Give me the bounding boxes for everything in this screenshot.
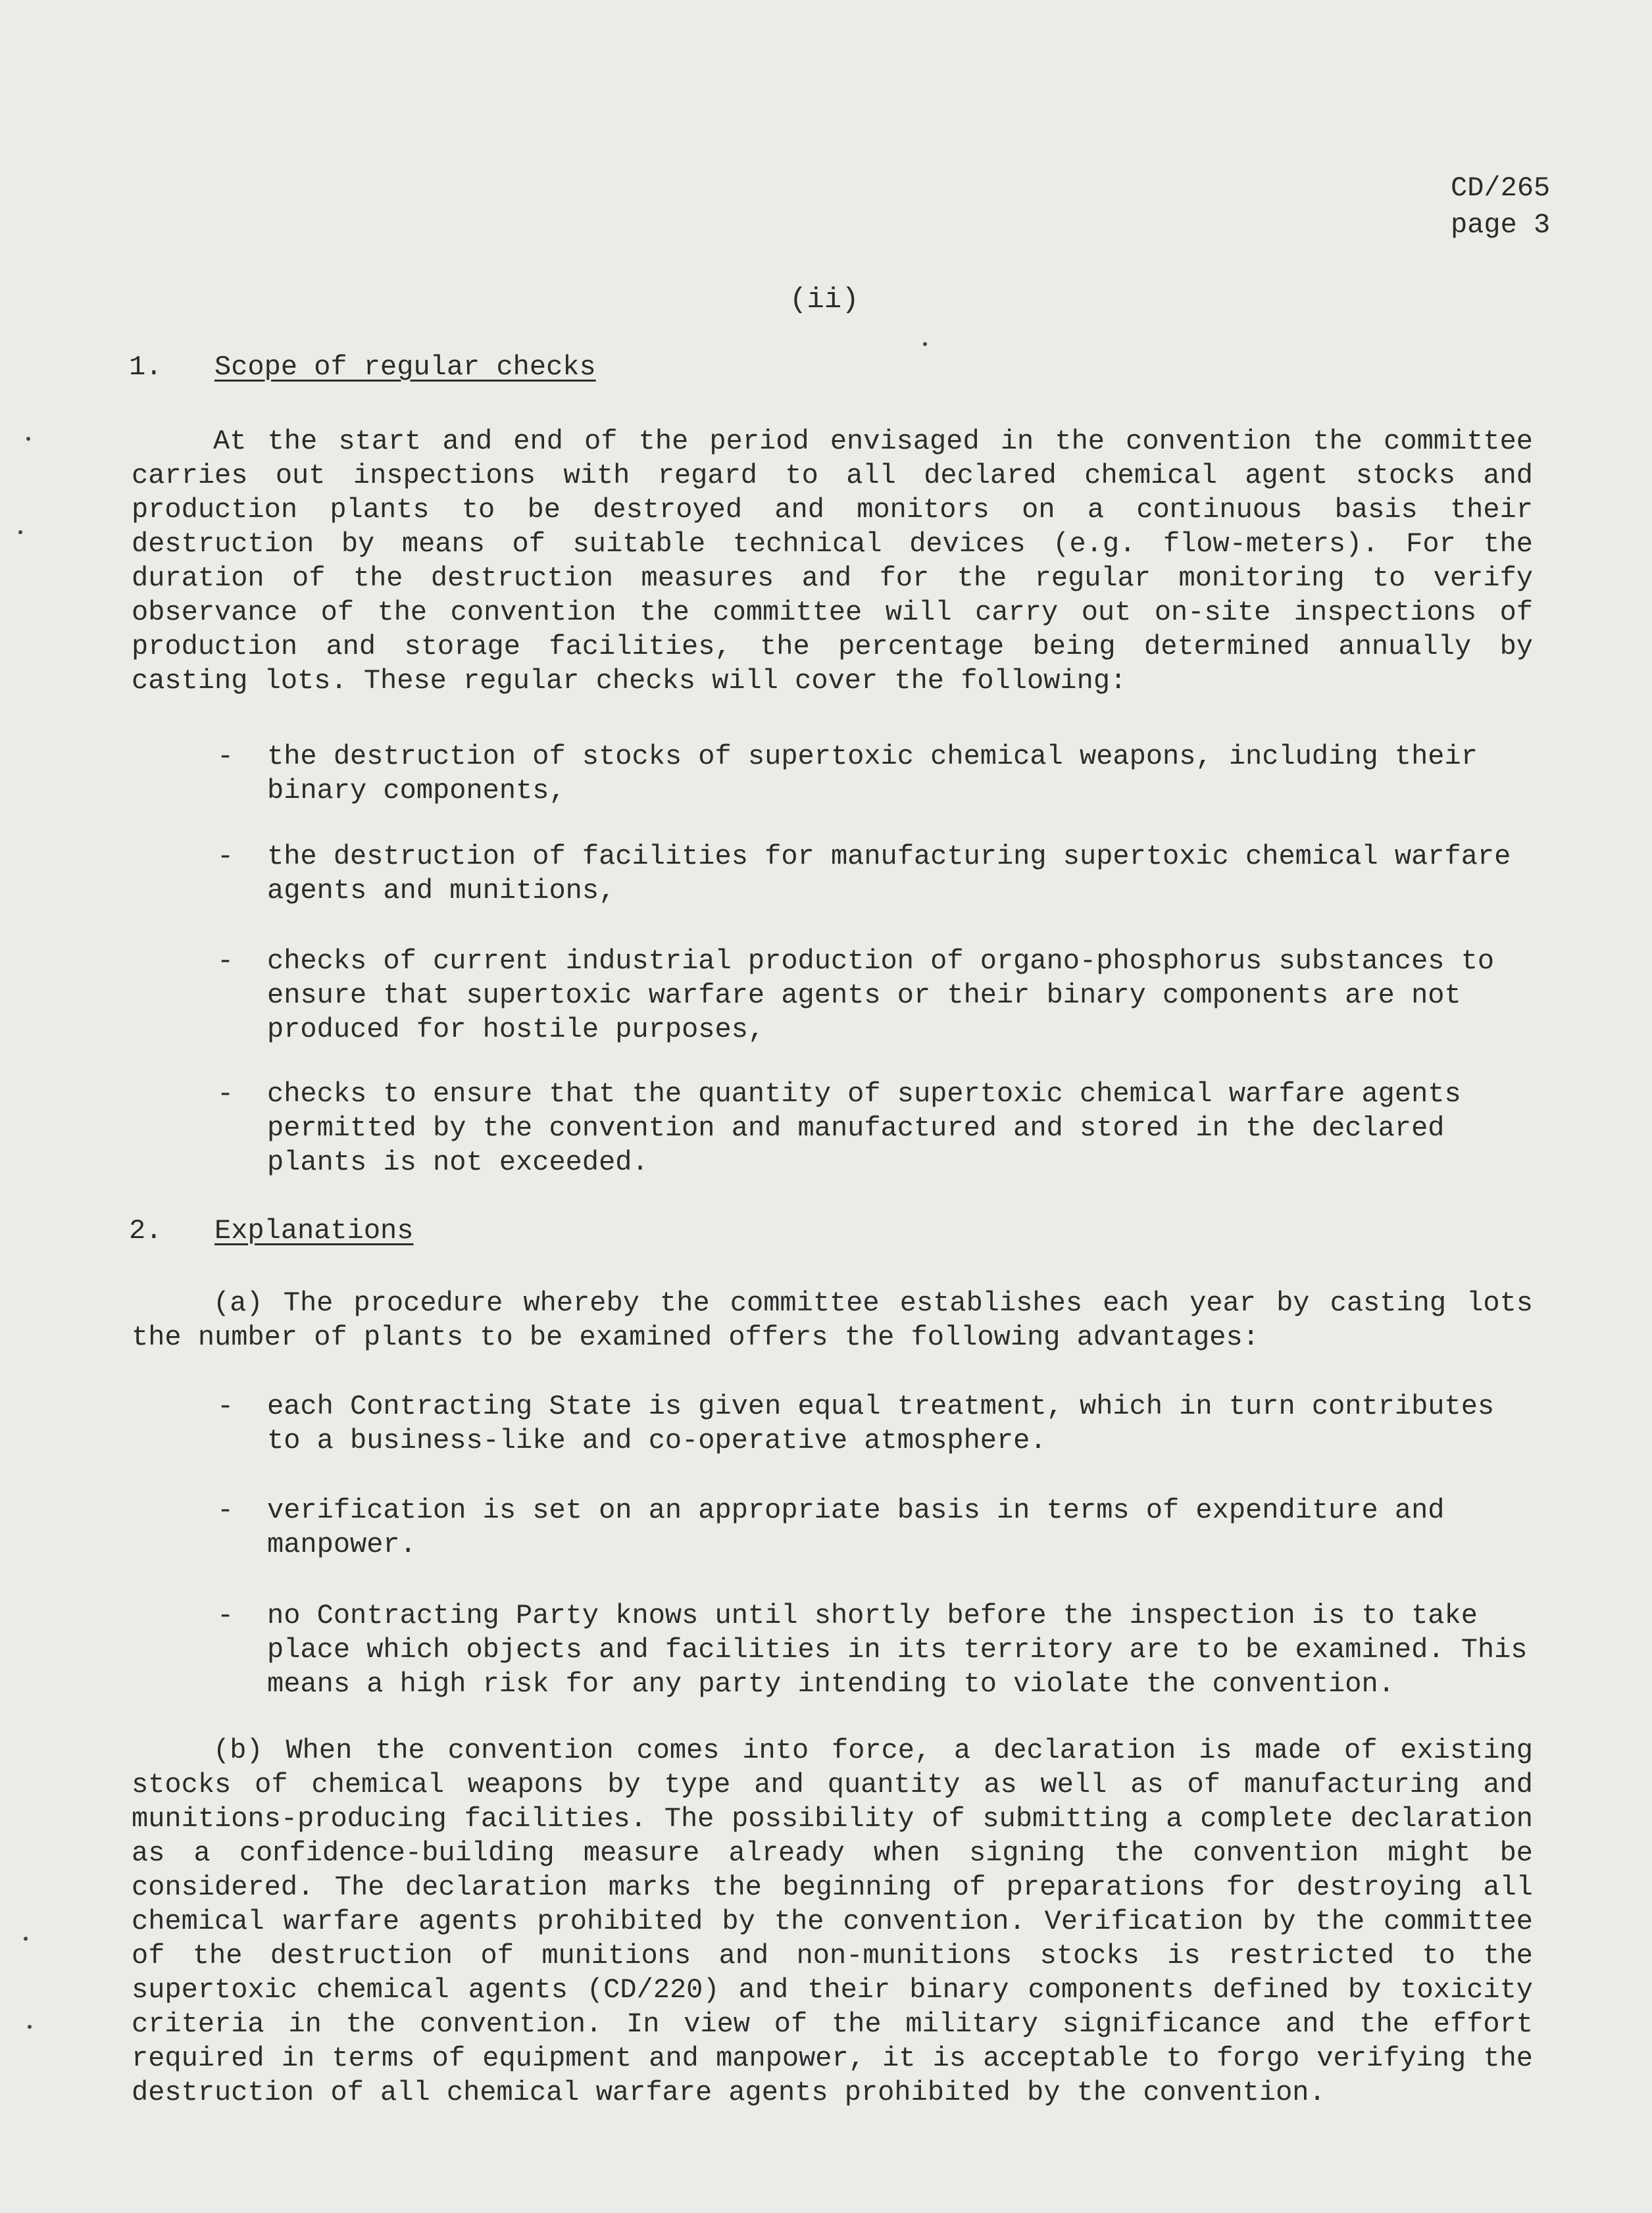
section-2-number: 2.	[129, 1215, 163, 1247]
section-1-heading	[129, 350, 596, 384]
section-1-number: 1.	[129, 351, 163, 383]
scan-speck	[18, 530, 22, 534]
document-reference	[1451, 170, 1550, 243]
paragraph-a: (a) The procedure whereby the committee establishes each year by casting lots the number of plants to be examined offers the following advantages:	[132, 1287, 1533, 1353]
list-item-text: no Contracting Party knows until shortly before the inspection is to take place which objects and facilities in its territory are to be examined. This means a high risk for any party intending to violate the convention.	[267, 1600, 1528, 1700]
section-mark: (ii)	[789, 284, 859, 316]
doc-ref-code: CD/265	[1451, 172, 1551, 204]
list-item	[217, 739, 1539, 808]
list-item	[217, 1389, 1539, 1458]
scan-speck	[923, 342, 927, 346]
page-number: page 3	[1451, 209, 1551, 241]
list-item-text: checks to ensure that the quantity of supertoxic chemical warfare agents permitted by the convention and manufactured and stored in the declared plants is not exceeded.	[267, 1078, 1461, 1178]
section-1-title: Scope of regular checks	[214, 351, 596, 383]
dash-bullet: -	[217, 1078, 234, 1110]
list-item	[217, 1599, 1539, 1701]
list-item	[217, 944, 1539, 1047]
list-item	[217, 1493, 1539, 1562]
list-item-text: the destruction of stocks of supertoxic chemical weapons, including their binary components,	[267, 741, 1478, 807]
section-1-intro: At the start and end of the period envisaged in the convention the committee carries out inspections with regard to all declared chemical agent stocks and production plants to be destroyed and monitors on a continuous basis their destruction by means of suitable technical devices (e.g. flow-meters). For the duration of the destruction measures and for the regular monitoring to verify observance of the convention the committee will carry out on-site inspections of production and storage facilities, the percentage being determined annually by casting lots. These regular checks will cover the following:	[132, 426, 1533, 697]
dash-bullet: -	[217, 1600, 234, 1631]
dash-bullet: -	[217, 1495, 234, 1526]
list-item-text: checks of current industrial production of organo-phosphorus substances to ensure that supertoxic warfare agents or their binary components are not produced for hostile purposes,	[267, 945, 1495, 1045]
dash-bullet: -	[217, 1391, 234, 1422]
section-2-heading	[129, 1214, 413, 1248]
list-item-text: verification is set on an appropriate basis in terms of expenditure and manpower.	[267, 1495, 1445, 1560]
list-item-text: the destruction of facilities for manufacturing supertoxic chemical warfare agents and munitions,	[267, 841, 1511, 907]
scan-speck	[28, 2025, 32, 2029]
dash-bullet: -	[217, 841, 234, 872]
section-2-title: Explanations	[214, 1215, 414, 1247]
dash-bullet: -	[217, 945, 234, 977]
list-item	[217, 839, 1539, 908]
dash-bullet: -	[217, 741, 234, 772]
scan-speck	[24, 1937, 28, 1941]
paragraph-b: (b) When the convention comes into force, a declaration is made of existing stocks of chemical weapons by type and quantity as well as of manufacturing and munitions-producing facilities. The possibility of submitting a complete declaration as a confidence-building measure already when signing the convention might be considered. The declaration marks the beginning of preparations for destroying all chemical warfare agents prohibited by the convention. Verification by the committee of the destruction of munitions and non-munitions stocks is restricted to the supertoxic chemical agents (CD/220) and their binary components defined by toxicity criteria in the convention. In view of the military significance and the effort required in terms of equipment and manpower, it is acceptable to forgo verifying the destruction of all chemical warfare agents prohibited by the convention.	[132, 1735, 1533, 2108]
list-item-text: each Contracting State is given equal treatment, which in turn contributes to a business-like and co-operative atmosphere.	[267, 1391, 1495, 1456]
list-item	[217, 1077, 1539, 1180]
scan-speck	[26, 437, 30, 441]
